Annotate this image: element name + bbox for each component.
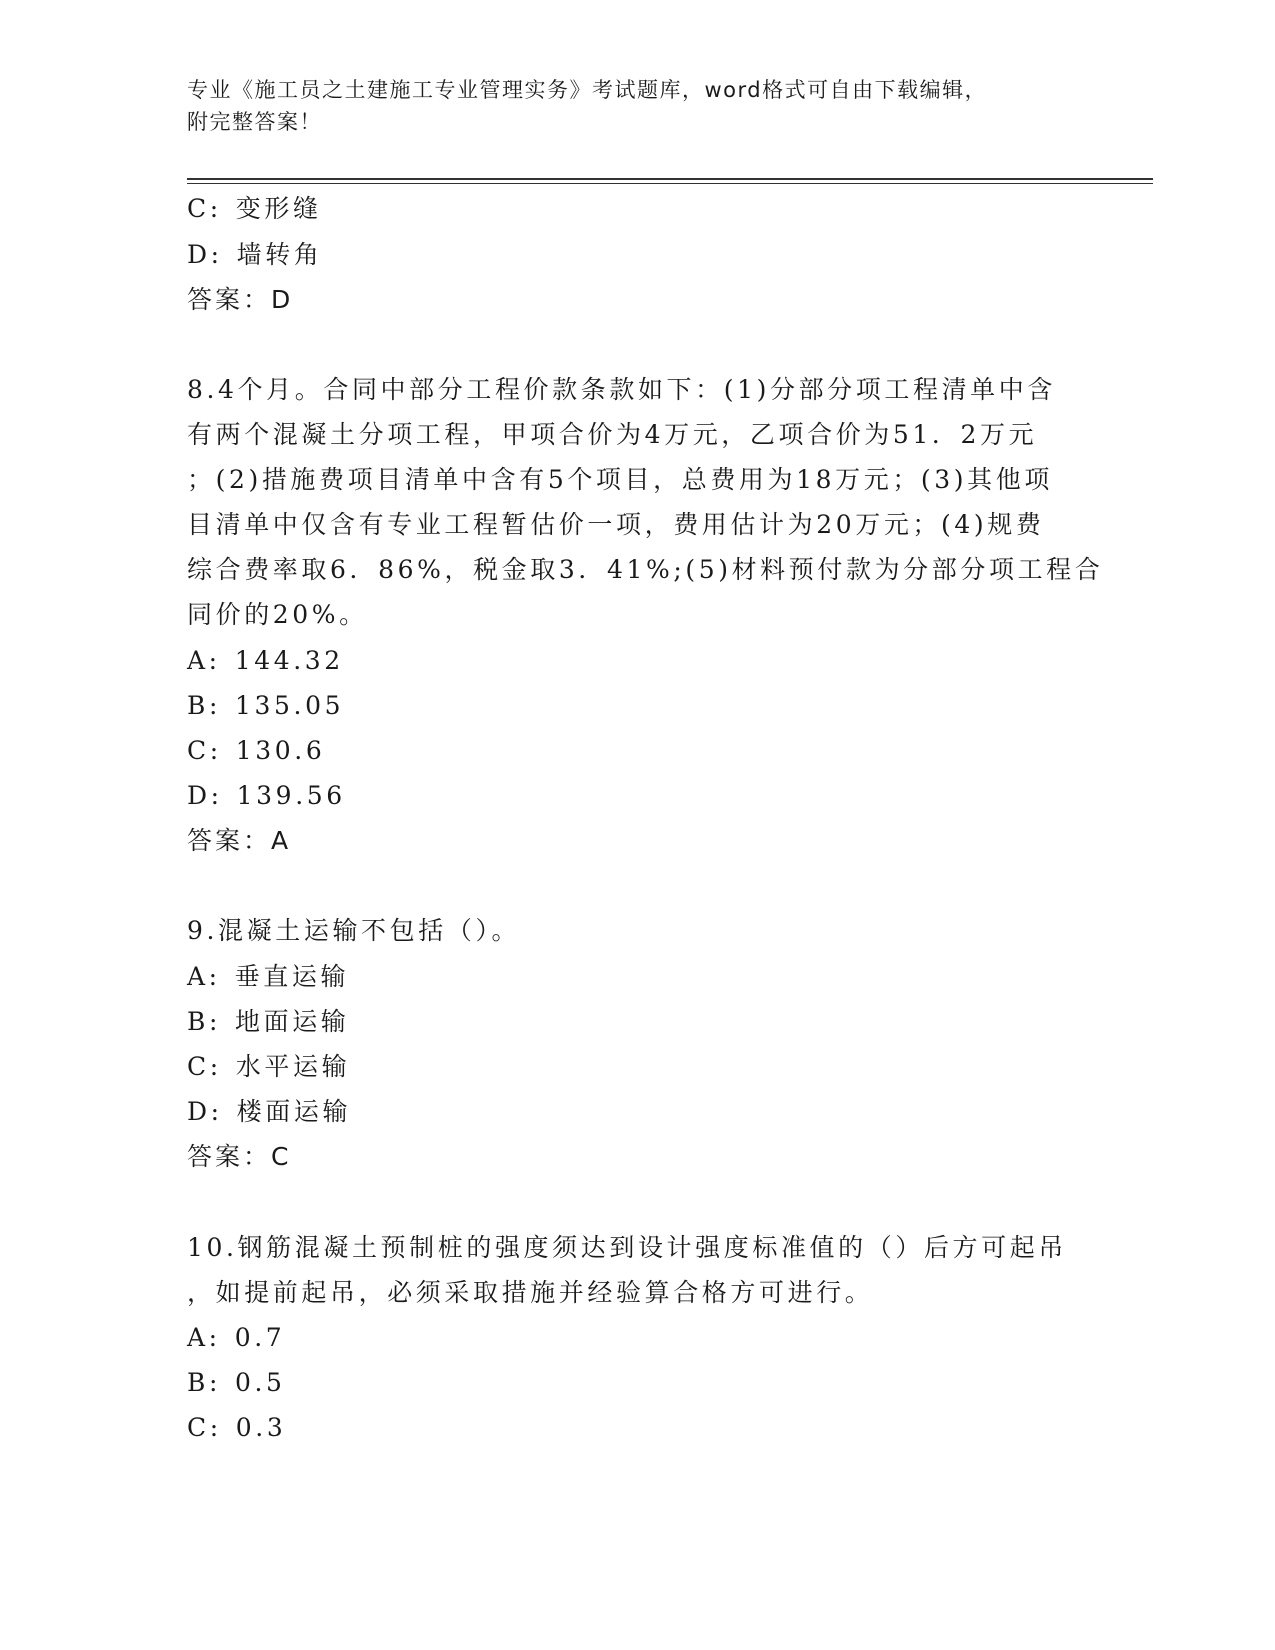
option-text: 139.56 bbox=[236, 781, 346, 810]
option-text: 楼面运输 bbox=[236, 1097, 352, 1126]
option-text: 135.05 bbox=[235, 691, 345, 720]
q8-stem-line: 有两个混凝土分项工程，甲项合价为4万元，乙项合价为51．2万元 bbox=[187, 420, 1038, 449]
q8-option-c bbox=[187, 736, 325, 766]
option-prefix: C: bbox=[187, 736, 222, 765]
q8-option-b bbox=[187, 691, 344, 721]
q8-stem-line: 综合费率取6．86%，税金取3．41%;(5)材料预付款为分部分项工程合 bbox=[187, 555, 1104, 584]
q8-option-a bbox=[187, 646, 344, 676]
q8-option-d bbox=[187, 781, 346, 811]
option-text: 0.3 bbox=[235, 1413, 287, 1442]
option-prefix: B: bbox=[187, 1007, 221, 1036]
q9-option-b bbox=[187, 1007, 349, 1037]
answer-label: 答案： bbox=[187, 826, 272, 855]
option-prefix: D: bbox=[187, 781, 223, 810]
q9-option-c bbox=[187, 1052, 350, 1082]
answer-label: 答案： bbox=[187, 1142, 272, 1171]
header-divider-thick bbox=[187, 178, 1153, 180]
q10-option-c bbox=[187, 1413, 286, 1443]
option-prefix: D: bbox=[187, 1097, 223, 1126]
q7-answer bbox=[187, 285, 291, 315]
option-prefix: D: bbox=[187, 240, 223, 269]
option-prefix: C: bbox=[187, 1413, 222, 1442]
option-text: 130.6 bbox=[235, 736, 326, 765]
q10-option-b bbox=[187, 1368, 286, 1398]
option-text: 水平运输 bbox=[235, 1052, 351, 1081]
option-prefix: A: bbox=[187, 962, 221, 991]
q8-stem-line: 8.4个月。合同中部分工程价款条款如下：(1)分部分项工程清单中含 bbox=[187, 375, 1056, 404]
q9-option-d bbox=[187, 1097, 351, 1127]
answer-value: A bbox=[271, 826, 290, 855]
header-line-1: 专业《施工员之土建施工专业管理实务》考试题库，word格式可自由下载编辑， bbox=[187, 78, 988, 102]
q10-option-a bbox=[187, 1323, 285, 1353]
option-text: 垂直运输 bbox=[234, 962, 350, 991]
q9-option-a bbox=[187, 962, 349, 992]
option-text: 变形缝 bbox=[235, 194, 322, 223]
q8-stem-line: 目清单中仅含有专业工程暂估价一项，费用估计为20万元；(4)规费 bbox=[187, 510, 1045, 539]
q10-stem-line: ，如提前起吊，必须采取措施并经验算合格方可进行。 bbox=[187, 1278, 874, 1307]
q8-stem-line: 同价的20%。 bbox=[187, 600, 368, 629]
option-prefix: C: bbox=[187, 1052, 222, 1081]
page-header bbox=[187, 74, 1087, 138]
option-text: 地面运输 bbox=[235, 1007, 350, 1036]
q7-option-d bbox=[187, 240, 322, 270]
answer-value: C bbox=[271, 1142, 290, 1171]
option-text: 墙转角 bbox=[236, 240, 323, 269]
q8-stem-line: ；(2)措施费项目清单中含有5个项目，总费用为18万元；(3)其他项 bbox=[187, 465, 1053, 494]
option-prefix: A: bbox=[187, 646, 221, 675]
q7-option-c bbox=[187, 194, 322, 224]
q9-answer bbox=[187, 1142, 289, 1172]
q8-answer bbox=[187, 826, 289, 856]
answer-value: D bbox=[271, 285, 292, 314]
option-text: 0.5 bbox=[235, 1368, 286, 1397]
q9-stem-line: 9.混凝土运输不包括（）。 bbox=[187, 916, 521, 945]
option-prefix: A: bbox=[187, 1323, 221, 1352]
option-prefix: B: bbox=[187, 1368, 221, 1397]
header-line-2: 附完整答案！ bbox=[187, 110, 322, 134]
q10-stem-line: 10.钢筋混凝土预制桩的强度须达到设计强度标准值的（）后方可起吊 bbox=[187, 1233, 1067, 1262]
option-prefix: B: bbox=[187, 691, 221, 720]
answer-label: 答案： bbox=[187, 285, 272, 314]
header-divider-thin bbox=[187, 183, 1153, 184]
option-text: 144.32 bbox=[234, 646, 344, 675]
option-prefix: C: bbox=[187, 194, 222, 223]
option-text: 0.7 bbox=[234, 1323, 286, 1352]
